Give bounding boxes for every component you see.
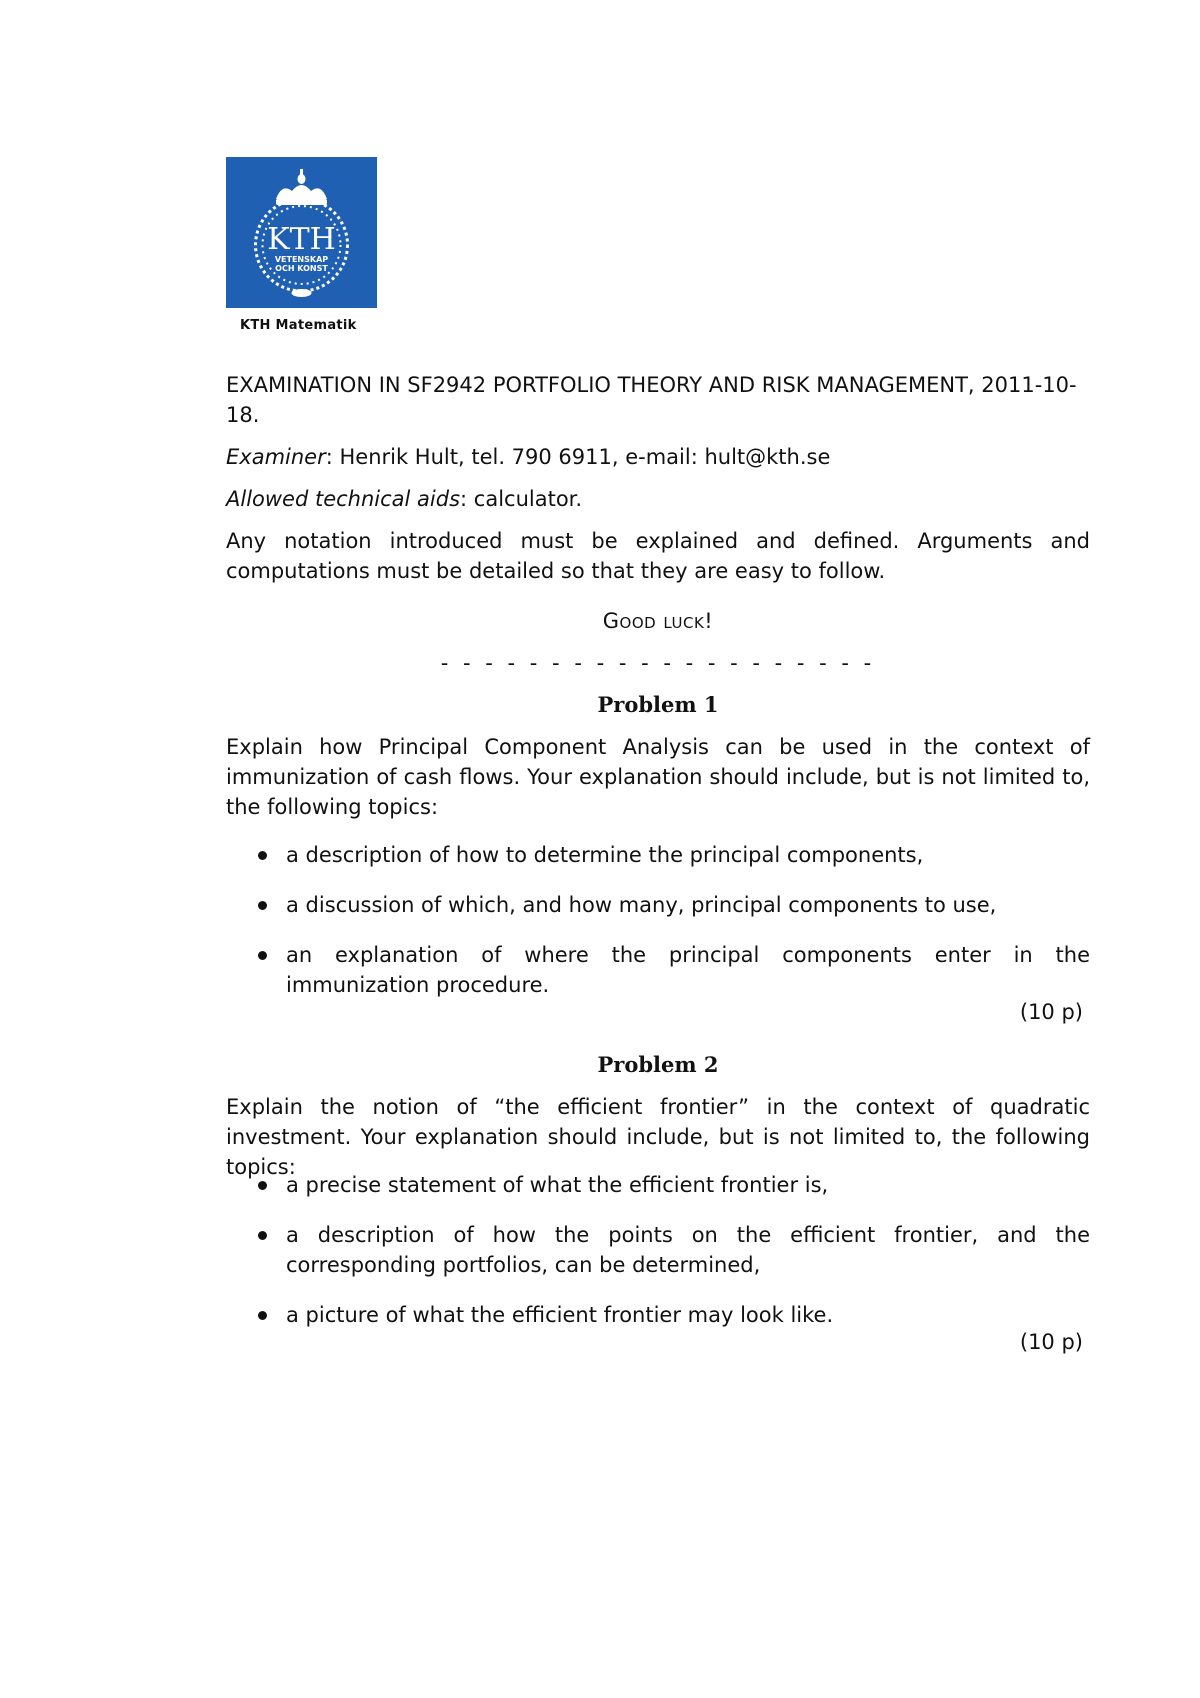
good-luck: Good luck!: [602, 609, 714, 633]
list-item: [256, 940, 1090, 1000]
kth-emblem-icon: [226, 157, 377, 308]
list-item: [256, 1170, 1090, 1200]
notation-instructions: Any notation introduced must be explained and defined. Arguments and computations must be detailed so that they are easy to follow.: [226, 529, 1090, 583]
logo-caption: KTH Matematik: [240, 318, 357, 333]
aids-line: [226, 484, 1090, 514]
bullet-icon: [258, 851, 267, 860]
problem-2-heading: Problem 2: [597, 1052, 719, 1077]
aids-label: Allowed technical aids: [226, 487, 461, 511]
problem-2-topics: [256, 1170, 1090, 1350]
problem-1-heading: Problem 1: [597, 692, 719, 717]
exam-title: EXAMINATION IN SF2942 PORTFOLIO THEORY AND RISK MANAGEMENT, 2011-10-18.: [226, 373, 1077, 427]
list-item: [256, 1300, 1090, 1330]
problem-2-intro: Explain the notion of “the efficient frontier” in the context of quadratic investment. Your explanation should include, but is not limited to, the following topics:: [226, 1095, 1090, 1179]
examiner-value: : Henrik Hult, tel. 790 6911, e-mail: hult@kth.se: [325, 445, 831, 469]
list-item: [256, 1220, 1090, 1280]
list-item: [256, 840, 1090, 870]
bullet-text: a picture of what the efficient frontier may look like.: [286, 1303, 834, 1327]
bullet-text: an explanation of where the principal components enter in the immunization procedure.: [286, 943, 1090, 997]
examiner-line: [226, 442, 1090, 472]
logo-motto-line2: OCH KONST: [275, 264, 328, 273]
bullet-text: a precise statement of what the efficient frontier is,: [286, 1173, 829, 1197]
separator: - - - - - - - - - - - - - - - - - - - -: [440, 651, 876, 675]
bullet-icon: [258, 901, 267, 910]
bullet-text: a description of how the points on the efficient frontier, and the corresponding portfolios, can be determined,: [286, 1223, 1090, 1277]
aids-value: : calculator.: [460, 487, 583, 511]
bullet-text: a discussion of which, and how many, principal components to use,: [286, 893, 997, 917]
kth-logo: [226, 157, 377, 308]
bullet-text: a description of how to determine the principal components,: [286, 843, 924, 867]
bullet-icon: [258, 1231, 267, 1240]
bullet-icon: [258, 1181, 267, 1190]
problem-1-points: (10 p): [1019, 1000, 1083, 1024]
problem-1-intro: Explain how Principal Component Analysis can be used in the context of immunization of cash flows. Your explanation should include, but is not limited to, the following topics:: [226, 735, 1090, 819]
problem-1-topics: [256, 840, 1090, 1020]
bullet-icon: [258, 951, 267, 960]
logo-text: KTH: [267, 222, 336, 257]
list-item: [256, 890, 1090, 920]
examiner-label: Examiner: [226, 445, 326, 469]
bullet-icon: [258, 1311, 267, 1320]
problem-2-points: (10 p): [1019, 1330, 1083, 1354]
logo-motto-line1: VETENSKAP: [274, 255, 329, 264]
